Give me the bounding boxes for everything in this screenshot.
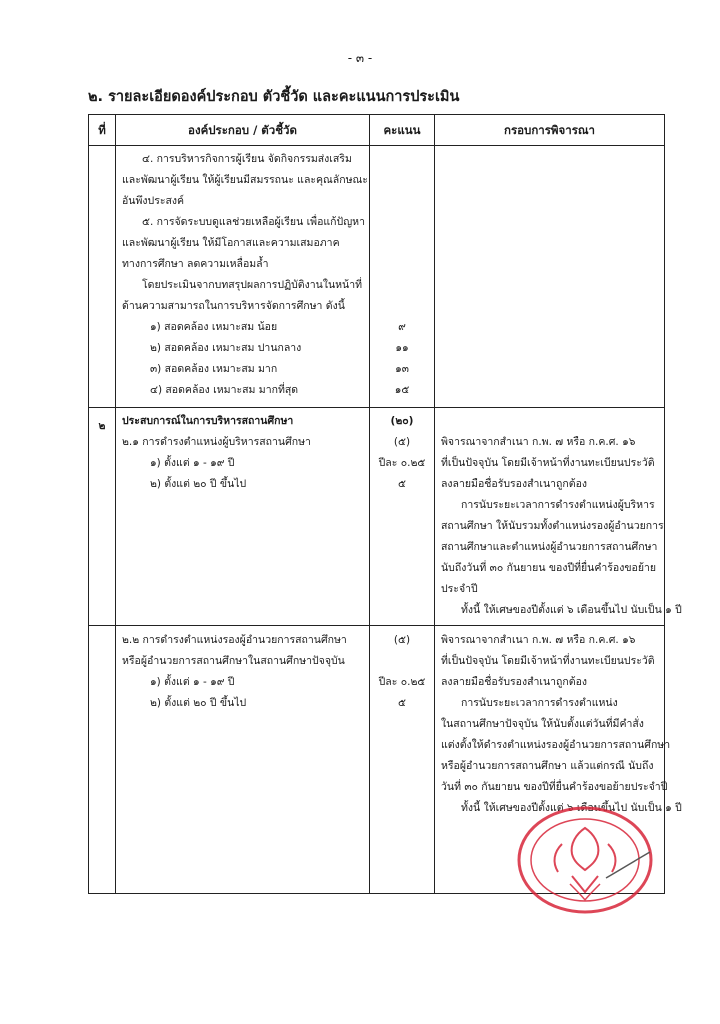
option-label: ๑) ตั้งแต่ ๑ - ๑๙ ปี	[150, 676, 235, 688]
sub-score: (๕)	[393, 634, 411, 646]
note-line: สถานศึกษาและตำแหน่งผู้อำนวยการสถานศึกษา	[441, 541, 658, 553]
note-line: ลงลายมือชื่อรับรองสำเนาถูกต้อง	[441, 478, 588, 490]
page-number: - ๓ -	[347, 51, 373, 65]
note-line: พิจารณาจากสำเนา ก.พ. ๗ หรือ ก.ค.ศ. ๑๖	[441, 436, 636, 448]
note-line: นับถึงวันที่ ๓๐ กันยายน ของปีที่ยื่นคำร้องขอย้าย	[441, 562, 657, 574]
criteria-line: และพัฒนาผู้เรียน ให้ผู้เรียนมีสมรรถนะ และคุณลักษณะ	[122, 174, 368, 186]
note-line: ประจำปี	[441, 583, 478, 595]
criteria-line: ด้านความสามารถในการบริหารจัดการศึกษา ดังนี้	[122, 300, 345, 312]
option-label: ๒) ตั้งแต่ ๒๐ ปี ขึ้นไป	[150, 478, 247, 490]
row2-criteria-cell	[116, 408, 370, 626]
table-header-row	[89, 115, 665, 146]
level-score: ๙	[398, 321, 406, 333]
note-line: ที่เป็นปัจจุบัน โดยมีเจ้าหน้าที่งานทะเบียนประวัติ	[441, 457, 655, 469]
note-line: ในสถานศึกษาปัจจุบัน ให้นับตั้งแต่วันที่มีคำสั่ง	[441, 718, 644, 730]
note-line: ที่เป็นปัจจุบัน โดยมีเจ้าหน้าที่งานทะเบียนประวัติ	[441, 655, 655, 667]
table-row	[89, 408, 665, 626]
row2-score-cell	[370, 408, 435, 626]
level-score: ๑๕	[394, 384, 410, 396]
level-label: ๔) สอดคล้อง เหมาะสม มากที่สุด	[150, 384, 299, 396]
row3-no-cell	[89, 626, 116, 894]
row2-no-cell	[89, 408, 116, 626]
note-line: การนับระยะเวลาการดำรงตำแหน่งผู้บริหาร	[461, 499, 655, 511]
criteria-line: ๔. การบริหารกิจการผู้เรียน จัดกิจกรรมส่งเสริม	[142, 153, 352, 165]
row1-criteria-cell	[116, 146, 370, 408]
header-criteria: องค์ประกอบ / ตัวชี้วัด	[116, 115, 370, 146]
note-line: การนับระยะเวลาการดำรงตำแหน่ง	[461, 697, 618, 709]
criteria-table	[88, 114, 682, 894]
row2-consideration-cell	[435, 408, 682, 626]
official-seal-icon	[510, 800, 660, 920]
row3-score-cell	[370, 626, 435, 894]
table-row-continued	[89, 146, 665, 408]
row1-no-cell	[89, 146, 116, 408]
option-score: ปีละ ๐.๒๕	[378, 457, 426, 469]
level-score: ๑๑	[395, 342, 409, 354]
level-label: ๒) สอดคล้อง เหมาะสม ปานกลาง	[150, 342, 302, 354]
row-score: (๒๐)	[390, 415, 414, 427]
option-score: ๕	[398, 697, 406, 709]
note-line: ทั้งนี้ ให้เศษของปีตั้งแต่ ๖ เดือนขึ้นไป นับเป็น ๑ ปี	[461, 802, 682, 814]
row-title: ประสบการณ์ในการบริหารสถานศึกษา	[122, 415, 294, 427]
note-line: หรือผู้อำนวยการสถานศึกษา แล้วแต่กรณี นับถึง	[441, 760, 654, 772]
note-line: พิจารณาจากสำเนา ก.พ. ๗ หรือ ก.ค.ศ. ๑๖	[441, 634, 636, 646]
note-line: ทั้งนี้ ให้เศษของปีตั้งแต่ ๖ เดือนขึ้นไป นับเป็น ๑ ปี	[461, 604, 682, 616]
section-title: ๒. รายละเอียดองค์ประกอบ ตัวชี้วัด และคะแนนการประเมิน	[88, 89, 460, 105]
row-number: ๒	[98, 420, 106, 432]
option-label: ๒) ตั้งแต่ ๒๐ ปี ขึ้นไป	[150, 697, 247, 709]
sub-title: ๒.๒ การดำรงตำแหน่งรองผู้อำนวยการสถานศึกษา	[122, 634, 347, 646]
criteria-line: อันพึงประสงค์	[122, 195, 185, 207]
option-score: ๕	[398, 478, 406, 490]
note-line: วันที่ ๓๐ กันยายน ของปีที่ยื่นคำร้องขอย้ายประจำปี	[441, 781, 668, 793]
option-label: ๑) ตั้งแต่ ๑ - ๑๙ ปี	[150, 457, 235, 469]
option-score: ปีละ ๐.๒๕	[378, 676, 426, 688]
row1-score-cell	[370, 146, 435, 408]
header-score: คะแนน	[370, 115, 435, 146]
sub-title: หรือผู้อำนวยการสถานศึกษาในสถานศึกษาปัจจุบัน	[122, 655, 345, 667]
sub-title: ๒.๑ การดำรงตำแหน่งผู้บริหารสถานศึกษา	[122, 436, 311, 448]
criteria-line: โดยประเมินจากบทสรุปผลการปฏิบัติงานในหน้าที่	[142, 279, 363, 291]
note-line: สถานศึกษา ให้นับรวมทั้งตำแหน่งรองผู้อำนวยการ	[441, 520, 664, 532]
note-line: ลงลายมือชื่อรับรองสำเนาถูกต้อง	[441, 676, 588, 688]
level-label: ๓) สอดคล้อง เหมาะสม มาก	[150, 363, 278, 375]
sub-score: (๕)	[393, 436, 411, 448]
level-label: ๑) สอดคล้อง เหมาะสม น้อย	[150, 321, 278, 333]
criteria-line: ทางการศึกษา ลดความเหลื่อมล้ำ	[122, 258, 269, 270]
criteria-line: ๕. การจัดระบบดูแลช่วยเหลือผู้เรียน เพื่อแก้ปัญหา	[142, 216, 365, 228]
criteria-line: และพัฒนาผู้เรียน ให้มีโอกาสและความเสมอภาค	[122, 237, 340, 249]
row1-consideration-cell	[435, 146, 665, 408]
note-line: แต่งตั้งให้ดำรงตำแหน่งรองผู้อำนวยการสถานศึกษา	[441, 739, 671, 751]
header-consideration: กรอบการพิจารณา	[435, 115, 665, 146]
row3-criteria-cell	[116, 626, 370, 894]
level-score: ๑๓	[395, 363, 409, 375]
header-no: ที่	[89, 115, 116, 146]
